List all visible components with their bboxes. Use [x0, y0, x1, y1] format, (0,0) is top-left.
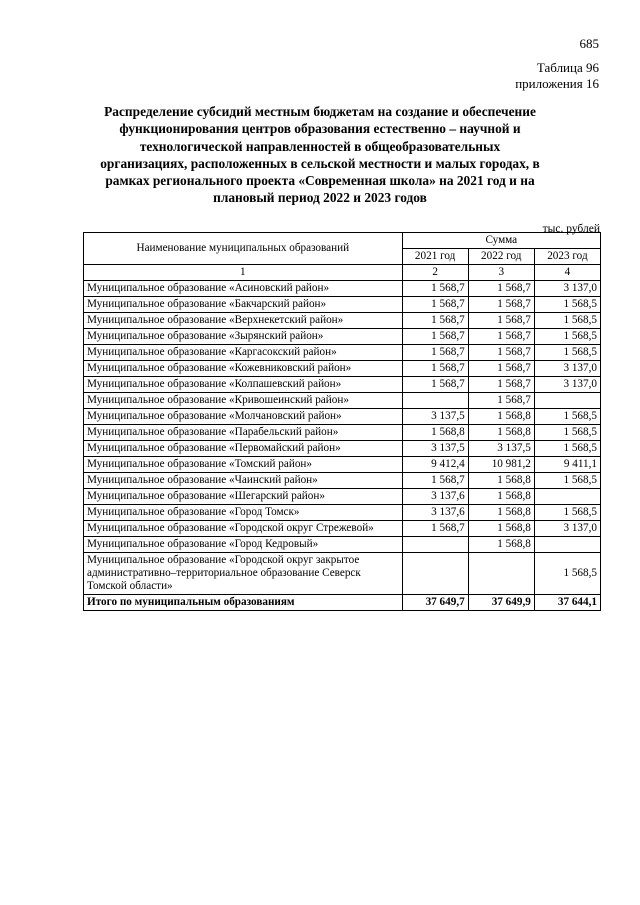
table-row	[84, 281, 601, 297]
row-value-2021: 1 568,7	[402, 297, 468, 313]
row-value-2022: 1 568,7	[468, 345, 534, 361]
table-row	[84, 489, 601, 505]
row-value-2021: 1 568,7	[402, 281, 468, 297]
row-value-2023: 3 137,0	[534, 281, 600, 297]
table-ref-line1: Таблица 96	[536, 60, 599, 75]
row-value-2021: 1 568,7	[402, 361, 468, 377]
row-value-2023: 1 568,5	[534, 329, 600, 345]
row-name: Муниципальное образование «Город Томск»	[84, 505, 403, 521]
row-value-2022: 1 568,7	[468, 377, 534, 393]
row-value-2022: 1 568,8	[468, 505, 534, 521]
header-year-2023: 2023 год	[534, 249, 600, 265]
row-value-2022: 1 568,7	[468, 313, 534, 329]
col-number-1: 1	[84, 265, 403, 281]
row-value-2022: 1 568,8	[468, 473, 534, 489]
row-name: Муниципальное образование «Колпашевский район»	[84, 377, 403, 393]
table-row	[84, 313, 601, 329]
row-name: Муниципальное образование «Шегарский район»	[84, 489, 403, 505]
table-row	[84, 393, 601, 409]
table-reference	[515, 60, 599, 92]
row-name: Муниципальное образование «Кожевниковский район»	[84, 361, 403, 377]
table-row	[84, 553, 601, 595]
row-name: Муниципальное образование «Молчановский район»	[84, 409, 403, 425]
total-value-2022: 37 649,9	[468, 595, 534, 611]
header-name: Наименование муниципальных образований	[84, 233, 403, 265]
total-value-2023: 37 644,1	[534, 595, 600, 611]
row-value-2023: 3 137,0	[534, 521, 600, 537]
page-number: 685	[579, 36, 599, 51]
table-row	[84, 537, 601, 553]
column-numbers-row	[84, 265, 601, 281]
row-value-2023: 3 137,0	[534, 361, 600, 377]
row-value-2023: 3 137,0	[534, 377, 600, 393]
row-name: Муниципальное образование «Чаинский район»	[84, 473, 403, 489]
row-value-2021: 1 568,7	[402, 313, 468, 329]
row-value-2022: 1 568,8	[468, 537, 534, 553]
row-value-2022: 1 568,7	[468, 281, 534, 297]
header-year-2021: 2021 год	[402, 249, 468, 265]
row-value-2021	[402, 537, 468, 553]
row-value-2021: 3 137,5	[402, 441, 468, 457]
header-sum: Сумма	[402, 233, 600, 249]
row-value-2023	[534, 393, 600, 409]
row-value-2022: 1 568,8	[468, 409, 534, 425]
row-value-2021: 3 137,6	[402, 489, 468, 505]
table-row	[84, 409, 601, 425]
table-row	[84, 441, 601, 457]
total-row	[84, 595, 601, 611]
total-label: Итого по муниципальным образованиям	[84, 595, 403, 611]
row-name: Муниципальное образование «Каргасокский район»	[84, 345, 403, 361]
total-value-2021: 37 649,7	[402, 595, 468, 611]
row-value-2021: 3 137,5	[402, 409, 468, 425]
row-value-2021: 1 568,7	[402, 329, 468, 345]
row-value-2022: 1 568,7	[468, 361, 534, 377]
row-value-2023	[534, 489, 600, 505]
row-value-2023: 1 568,5	[534, 313, 600, 329]
row-value-2021: 1 568,7	[402, 345, 468, 361]
table-row	[84, 473, 601, 489]
row-value-2022: 1 568,8	[468, 489, 534, 505]
row-value-2023: 1 568,5	[534, 425, 600, 441]
row-name: Муниципальное образование «Городской округ закрытое административно–территориальное образование Северск Томской области»	[84, 553, 403, 595]
row-name: Муниципальное образование «Бакчарский район»	[84, 297, 403, 313]
row-value-2023	[534, 537, 600, 553]
col-number-4: 4	[534, 265, 600, 281]
row-value-2023: 1 568,5	[534, 553, 600, 595]
table-ref-line2: приложения 16	[515, 76, 599, 91]
row-value-2023: 1 568,5	[534, 297, 600, 313]
table-row	[84, 345, 601, 361]
row-value-2022: 1 568,7	[468, 297, 534, 313]
col-number-2: 2	[402, 265, 468, 281]
table-row	[84, 377, 601, 393]
row-value-2022: 1 568,8	[468, 425, 534, 441]
row-value-2022: 1 568,7	[468, 329, 534, 345]
row-name: Муниципальное образование «Асиновский район»	[84, 281, 403, 297]
row-name: Муниципальное образование «Городской округ Стрежевой»	[84, 521, 403, 537]
row-value-2021: 1 568,8	[402, 425, 468, 441]
table-row	[84, 425, 601, 441]
table-row	[84, 505, 601, 521]
row-value-2023: 1 568,5	[534, 345, 600, 361]
row-value-2023: 9 411,1	[534, 457, 600, 473]
row-value-2022: 1 568,7	[468, 393, 534, 409]
row-value-2021: 1 568,7	[402, 521, 468, 537]
row-value-2022: 1 568,8	[468, 521, 534, 537]
row-name: Муниципальное образование «Первомайский район»	[84, 441, 403, 457]
table-row	[84, 457, 601, 473]
table-body	[84, 281, 601, 611]
row-value-2021	[402, 393, 468, 409]
row-name: Муниципальное образование «Томский район»	[84, 457, 403, 473]
document-title: Распределение субсидий местным бюджетам на создание и обеспечение функционирования центров образования естественно – научной и технологической направленностей в общеобразовательных организациях, расположенных в сельской местности и малых городах, в рамках регионального проекта «Современная школа» на 2021 год и на плановый период 2022 и 2023 годов	[100, 104, 540, 206]
row-name: Муниципальное образование «Кривошеинский район»	[84, 393, 403, 409]
table-row	[84, 297, 601, 313]
row-name: Муниципальное образование «Верхнекетский район»	[84, 313, 403, 329]
row-value-2023: 1 568,5	[534, 473, 600, 489]
row-value-2023: 1 568,5	[534, 505, 600, 521]
row-name: Муниципальное образование «Парабельский район»	[84, 425, 403, 441]
row-value-2021: 3 137,6	[402, 505, 468, 521]
row-value-2022: 10 981,2	[468, 457, 534, 473]
row-value-2021: 1 568,7	[402, 377, 468, 393]
units-label: тыс. рублей	[542, 223, 600, 235]
row-value-2021: 1 568,7	[402, 473, 468, 489]
subsidies-table	[83, 232, 601, 611]
table-row	[84, 521, 601, 537]
row-name: Муниципальное образование «Город Кедровый»	[84, 537, 403, 553]
row-value-2022	[468, 553, 534, 595]
row-value-2021: 9 412,4	[402, 457, 468, 473]
row-value-2023: 1 568,5	[534, 441, 600, 457]
table-row	[84, 329, 601, 345]
row-value-2021	[402, 553, 468, 595]
row-name: Муниципальное образование «Зырянский район»	[84, 329, 403, 345]
row-value-2023: 1 568,5	[534, 409, 600, 425]
col-number-3: 3	[468, 265, 534, 281]
header-row-1	[84, 233, 601, 249]
row-value-2022: 3 137,5	[468, 441, 534, 457]
header-year-2022: 2022 год	[468, 249, 534, 265]
table-row	[84, 361, 601, 377]
